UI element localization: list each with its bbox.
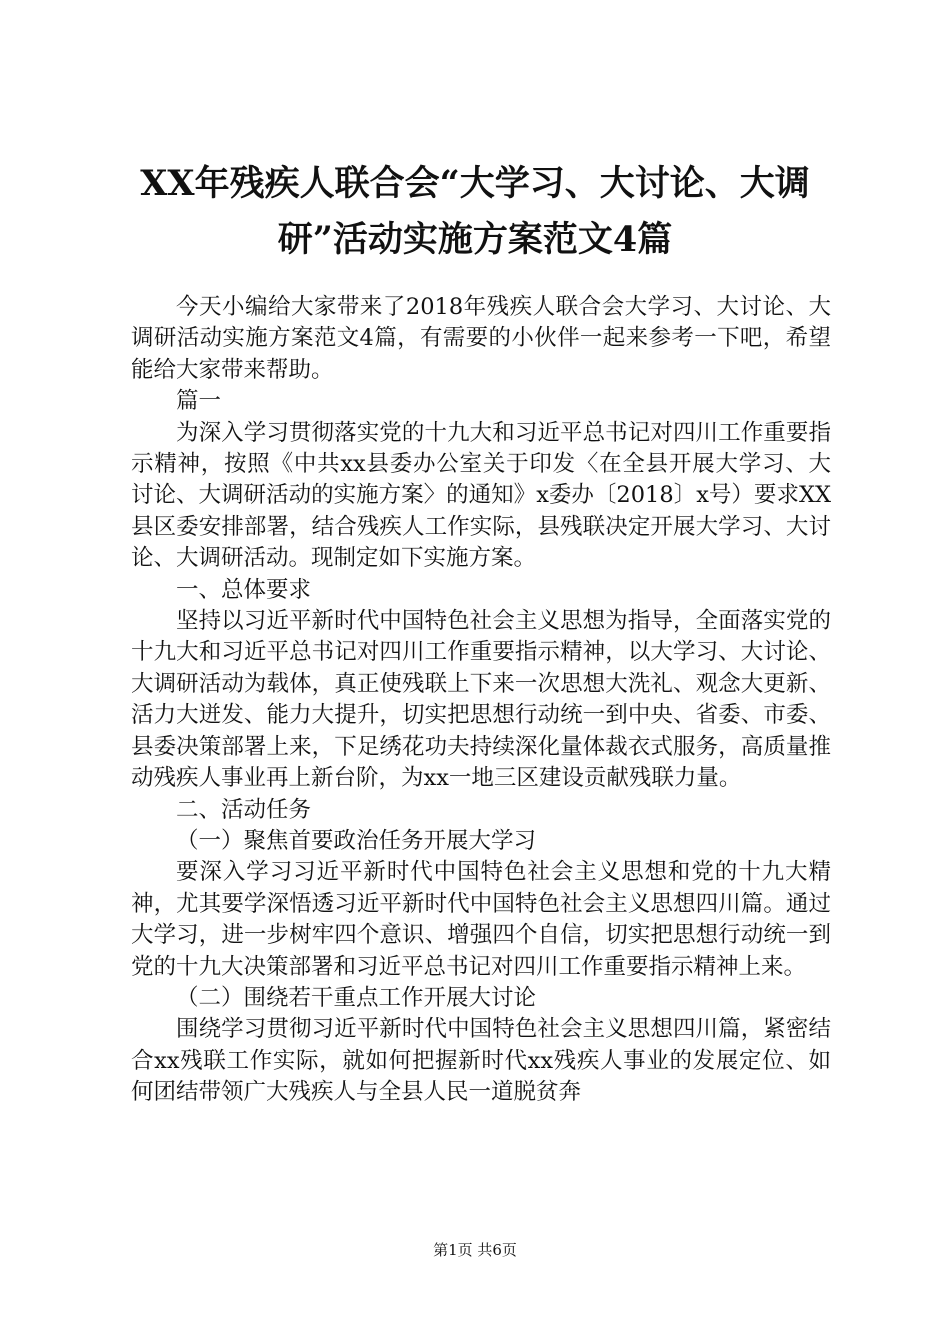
body-paragraph: 围绕学习贯彻习近平新时代中国特色社会主义思想四川篇，紧密结合xx残联工作实际，就如何把握新时代xx残疾人事业的发展定位、如何团结带领广大残疾人与全县人民一道脱贫奔 <box>131 1016 831 1106</box>
title-line-1: XX年残疾人联合会“大学习、大讨论、大调 <box>140 163 810 204</box>
body-paragraph: 坚持以习近平新时代中国特色社会主义思想为指导，全面落实党的十九大和习近平总书记对四川工作重要指示精神，以大学习、大讨论、大调研活动为载体，真正使残联上下来一次思想大洗礼、观念大更新、活力大迸发、能力大提升，切实把思想行动统一到中央、省委、市委、县委决策部署上来，下足绣花功夫持续深化量体裁衣式服务，高质量推动残疾人事业再上新台阶，为xx一地三区建设贡献残联力量。 <box>131 608 831 792</box>
section-heading-part-one: 篇一 <box>176 388 222 415</box>
body-paragraph: 为深入学习贯彻落实党的十九大和习近平总书记对四川工作重要指示精神，按照《中共xx县委办公室关于印发〈在全县开展大学习、大讨论、大调研活动的实施方案〉的通知》x委办〔2018〕x号）要求XX县区委安排部署，结合残疾人工作实际，县残联决定开展大学习、大讨论、大调研活动。现制定如下实施方案。 <box>131 419 831 572</box>
intro-paragraph: 今天小编给大家带来了2018年残疾人联合会大学习、大讨论、大调研活动实施方案范文4篇，有需要的小伙伴一起来参考一下吧，希望能给大家带来帮助。 <box>131 294 831 383</box>
subsection-heading-study: （一）聚焦首要政治任务开展大学习 <box>176 827 537 854</box>
subsection-heading-discussion: （二）围绕若干重点工作开展大讨论 <box>176 984 537 1011</box>
title-line-2: 研”活动实施方案范文4篇 <box>277 219 673 260</box>
page-number-footer: 第1页 共6页 <box>433 1241 517 1259</box>
section-heading-activity-tasks: 二、活动任务 <box>176 796 312 823</box>
section-heading-general-requirements: 一、总体要求 <box>176 576 312 603</box>
document-body <box>131 292 831 1109</box>
body-paragraph: 要深入学习习近平新时代中国特色社会主义思想和党的十九大精神，尤其要学深悟透习近平新时代中国特色社会主义思想四川篇。通过大学习，进一步树牢四个意识、增强四个自信，切实把思想行动统一到党的十九大决策部署和习近平总书记对四川工作重要指示精神上来。 <box>131 859 831 980</box>
document-title <box>110 156 840 268</box>
